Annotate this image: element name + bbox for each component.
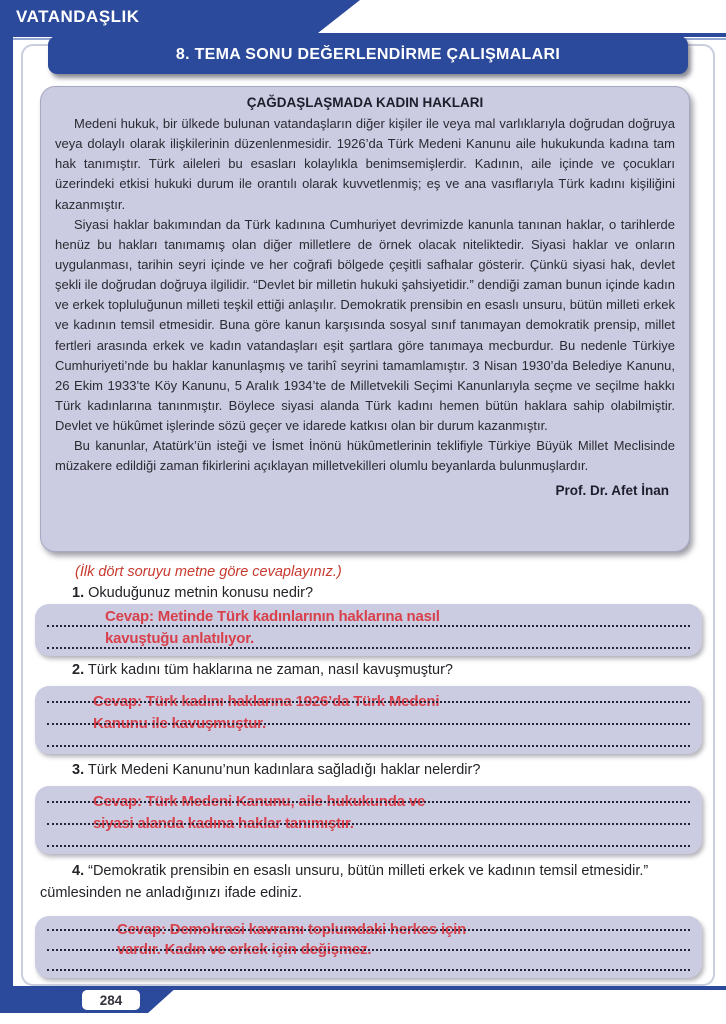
answer-line[interactable]: [45, 958, 692, 978]
handwritten-answer: Cevap: Türk Medeni Kanunu, aile hukukunda ve: [93, 793, 426, 810]
dotted-rule: [47, 723, 690, 725]
question-3-number: 3.: [72, 762, 85, 778]
question-2: [72, 662, 453, 678]
question-4: [40, 860, 665, 905]
question-1-text: Okuduğunuz metnin konusu nedir?: [88, 585, 314, 601]
dotted-rule: [47, 845, 690, 847]
answer-line[interactable]: [45, 606, 692, 628]
answer-line[interactable]: [45, 810, 692, 832]
question-2-text: Türk kadını tüm haklarına ne zaman, nasıl kavuşmuştur?: [87, 662, 453, 678]
dotted-rule: [47, 745, 690, 747]
question-3-text: Türk Medeni Kanunu’nun kadınlara sağladığı haklar nelerdir?: [87, 762, 481, 778]
answer-box-2[interactable]: [35, 686, 702, 754]
answer-line[interactable]: [45, 688, 692, 710]
answer-line[interactable]: [45, 938, 692, 958]
answer-box-4[interactable]: [35, 916, 702, 978]
question-4-number: 4.: [72, 863, 85, 879]
answer-line[interactable]: [45, 732, 692, 754]
answer-line[interactable]: [45, 628, 692, 650]
question-4-text: “Demokratik prensibin en esaslı unsuru, bütün milleti erkek ve kadının temsil etmesidir.” cümlesinden ne anladığınızı ifade ediniz.: [40, 863, 649, 902]
dotted-rule: [47, 969, 690, 971]
answer-box-1[interactable]: [35, 604, 702, 656]
handwritten-answer: Cevap: Türk kadını haklarına 1926’da Türk Medeni: [93, 693, 440, 710]
handwritten-answer: siyasi alanda kadına haklar tanımıştır.: [93, 815, 354, 832]
passage-paragraph: Bu kanunlar, Atatürk’ün isteği ve İsmet İnönü hükûmetlerinin teklifiyle Türkiye Büyük Millet Meclisinde müzakere edildiği zaman fikirlerini açıklayan milletvekilleri olumlu beyanlarda bulunmuşlardır.: [55, 438, 675, 474]
handwritten-answer: kavuştuğu anlatılıyor.: [105, 630, 254, 647]
handwritten-answer: Cevap: Demokrasi kavramı toplumdaki herkes için: [117, 921, 467, 938]
question-2-number: 2.: [72, 662, 85, 678]
reading-passage-box: [40, 86, 690, 552]
answer-line[interactable]: [45, 832, 692, 854]
section-title-bar: [48, 36, 688, 74]
answer-line[interactable]: [45, 788, 692, 810]
handwritten-answer: Kanunu ile kavuşmuştur.: [93, 715, 266, 732]
section-title: 8. TEMA SONU DEĞERLENDİRME ÇALIŞMALARI: [175, 46, 561, 63]
page-number-badge: 284: [82, 990, 140, 1010]
answer-line[interactable]: [45, 710, 692, 732]
passage-author: Prof. Dr. Afet İnan: [555, 482, 669, 498]
question-1: [72, 585, 313, 601]
chapter-label: VATANDAŞLIK: [16, 7, 140, 26]
question-1-number: 1.: [72, 585, 85, 601]
passage-title: ÇAĞDAŞLAŞMADA KADIN HAKLARI: [246, 95, 484, 110]
dotted-rule: [47, 647, 690, 649]
handwritten-answer: vardır. Kadın ve erkek için değişmez.: [117, 941, 372, 958]
dotted-rule: [47, 625, 690, 627]
passage-paragraph: Medeni hukuk, bir ülkede bulunan vatandaşların diğer kişiler ile veya mal varlıklarıyla doğrudan doğruya veya dolaylı olarak ilişkilerinin düzenlenmesidir. 1926’da Türk Medeni Kanunu aile hukukunda kadına tam hak tanımıştır. Türk aileleri bu esasları kolaylıkla benimsemişlerdir. Kadının, aile içinde ve çocukları üzerindeki etkisi hukuki durum ile orantılı olarak kuvvetlenmiş; eş ve ana vasıflarıyla Türk kadını kişiliğini kazanmıştır.: [55, 116, 675, 212]
answer-instruction: (İlk dört soruyu metne göre cevaplayınız.): [75, 564, 342, 580]
passage-paragraph: Siyasi haklar bakımından da Türk kadınına Cumhuriyet devrimizde kanunla tanınan haklar, o tarihlerde henüz bu hakları tanımamış olan diğer milletlere de örnek olacak niteliktedir. Siyasi haklar ve onların uygulanması, tarihin seyri içinde ve her coğrafi bölgede çeşitli safhalar gösterir. Çünkü siyasi hak, devlet şekli ile doğrudan doğruya ilgilidir. “Devlet bir milletin hukuki şahsiyetidir.” dendiği zaman bunun içinde kadın ve erkek topluluğunun milleti teşkil ettiği anlaşılır. Demokratik prensibin en esaslı unsuru, bütün milleti erkek ve kadının temsil etmesidir. Buna göre kanun karşısında sosyal sınıf tanımayan demokratik prensip, millet fertleri arasında erkek ve kadın vatandaşları eşit şartlara göre tanımaya mecburdur. Bu nedenle Türkiye Cumhuriyeti’nde bu haklar kanunlaşmış ve tarihî seyrini tamamlamıştır. 3 Nisan 1930’da Belediye Kanunu, 26 Ekim 1933’te Köy Kanunu, 5 Aralık 1934’te de Milletvekili Seçimi Kanunlarıyla seçme ve seçilme hakkı Türk kadınlarına tanınmıştır. Böylece siyasi alanda Türk kadını hemen bütün haklara sahip olabilmiştir. Devlet ve hükûmet işlerinde sözü geçer ve idarede katkısı olan bir durum kazanmıştır.: [55, 216, 675, 434]
dotted-rule: [47, 701, 690, 703]
handwritten-answer: Cevap: Metinde Türk kadınlarının haklarına nasıl: [105, 608, 440, 625]
left-edge-bar: [0, 33, 13, 1013]
answer-box-3[interactable]: [35, 786, 702, 854]
dotted-rule: [47, 801, 690, 803]
dotted-rule: [47, 823, 690, 825]
dotted-rule: [47, 929, 690, 931]
dotted-rule: [47, 949, 690, 951]
answer-line[interactable]: [45, 918, 692, 938]
question-3: [72, 762, 480, 778]
